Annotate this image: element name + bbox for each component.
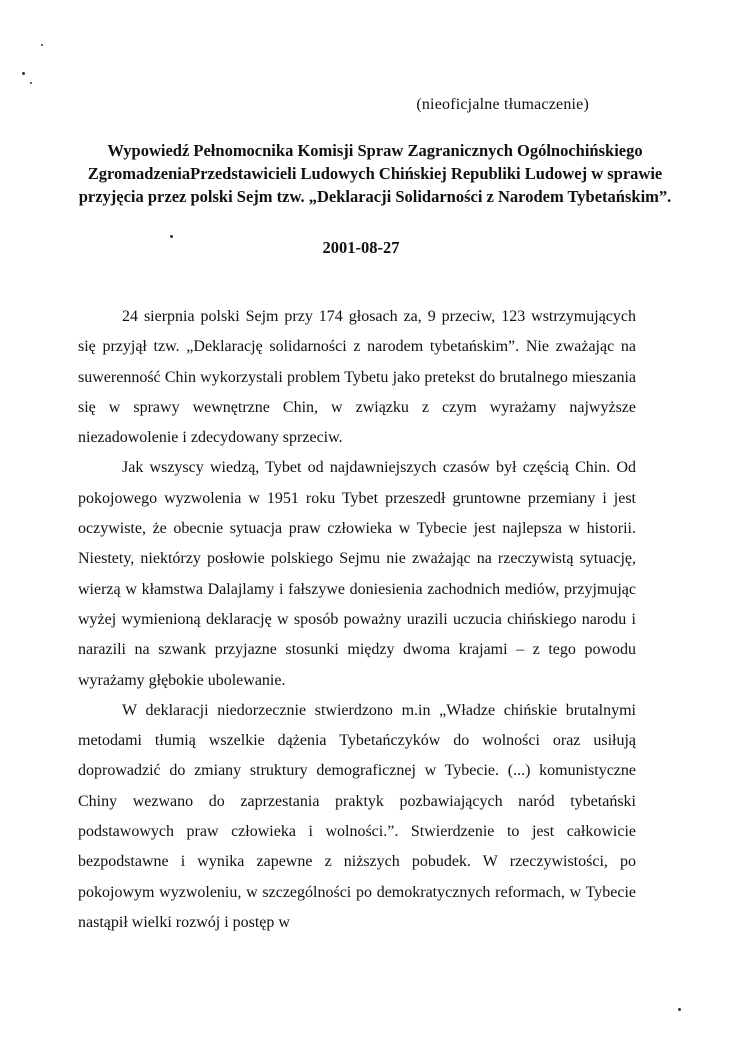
document-title: Wypowiedź Pełnomocnika Komisji Spraw Zagranicznych Ogólnochińskiego ZgromadzeniaPrzedstawicieli Ludowych Chińskiej Republiki Ludowej w sprawie przyjęcia przez polski Sejm tzw. „Deklaracji Solidarności z Narodem Tybetańskim”. xyxy=(78,141,672,206)
scan-speck xyxy=(678,1008,681,1011)
unofficial-translation-note: (nieoficjalne tłumaczenie) xyxy=(416,96,589,113)
scan-speck xyxy=(30,82,32,84)
paragraph: 24 sierpnia polski Sejm przy 174 głosach za, 9 przeciw, 123 wstrzymujących się przyjął tzw. „Deklarację solidarności z narodem tybetańskim”. Nie zważając na suwerenność Chin wykorzystali problem Tybetu jako pretekst do brutalnego mieszania się w sprawy wewnętrzne Chin, w związku z czym wyrażamy najwyższe niezadowolenie i zdecydowany sprzeciw. xyxy=(78,308,636,447)
paragraph: W deklaracji niedorzecznie stwierdzono m.in „Władze chińskie brutalnymi metodami tłumią wszelkie dążenia Tybetańczyków do wolności oraz usiłują doprowadzić do zmiany struktury demograficznej w Tybecie. (...) komunistyczne Chiny wezwano do zaprzestania praktyk pozbawiających naród tybetański podstawowych praw człowieka i wolności.”. Stwierdzenie to jest całkowicie bezpodstawne i wynika zapewne z niższych pobudek. W rzeczywistości, po pokojowym wyzwoleniu, w szczególności po demokratycznych reformach, w Tybecie nastąpił wielki rozwój i postęp w xyxy=(78,701,636,931)
document-body xyxy=(78,302,636,938)
scan-speck xyxy=(22,72,25,75)
document-date: 2001-08-27 xyxy=(322,238,400,257)
paragraph: Jak wszyscy wiedzą, Tybet od najdawniejszych czasów był częścią Chin. Od pokojowego wyzwolenia w 1951 roku Tybet przeszedł gruntowne przemiany i jest oczywiste, że obecnie sytuacja praw człowieka w Tybecie jest najlepsza w historii. Niestety, niektórzy posłowie polskiego Sejmu nie zważając na rzeczywistą sytuację, wierzą w kłamstwa Dalajlamy i fałszywe doniesienia zachodnich mediów, przyjmując wyżej wymienioną deklarację w sposób poważny urazili uczucia chińskiego narodu i narazili na szwank przyjazne stosunki między dwoma krajami – z tego powodu wyrażamy głębokie ubolewanie. xyxy=(78,459,636,689)
scan-speck xyxy=(41,44,43,46)
